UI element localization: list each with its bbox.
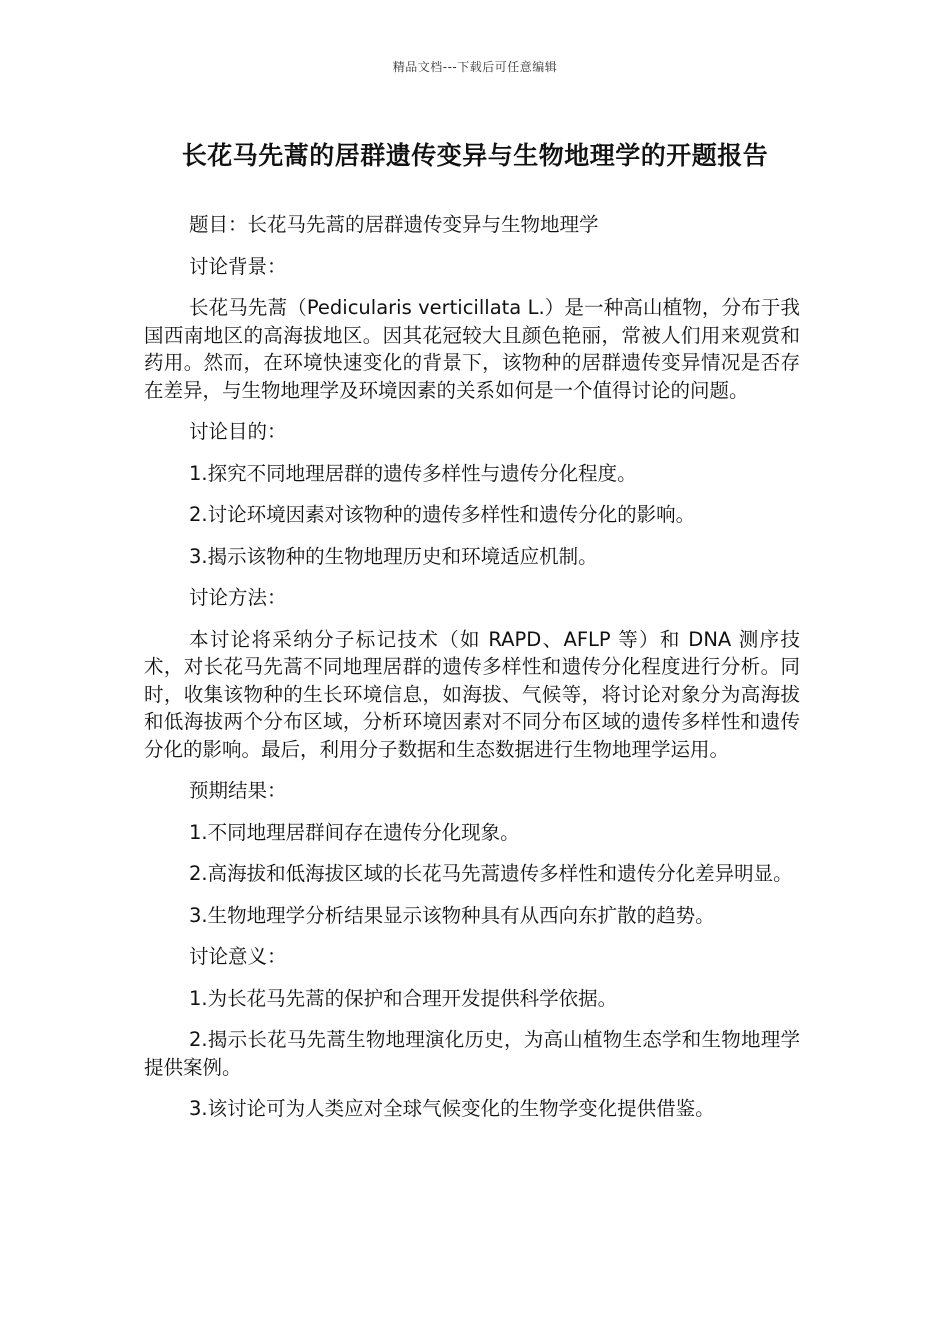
- purpose-item-2: 2.讨论环境因素对该物种的遗传多样性和遗传分化的影响。: [189, 503, 696, 526]
- section-heading-significance: 讨论意义：: [189, 945, 287, 968]
- section-heading-background: 讨论背景：: [189, 254, 287, 278]
- section-heading-method: 讨论方法：: [189, 586, 287, 609]
- result-item-1: 1.不同地理居群间存在遗传分化现象。: [189, 820, 520, 844]
- significance-item-2: 2.揭示长花马先蒿生物地理演化历史，为高山植物生态学和生物地理学提供案例。: [144, 1028, 800, 1079]
- background-paragraph: 长花马先蒿（Pedicularis verticillata L.）是一种高山植物，分布于我国西南地区的高海拔地区。因其花冠较大且颜色艳丽，常被人们用来观赏和药用。然而，在环境快速变化的背景下，该物种的居群遗传变异情况是否存在差异，与生物地理学及环境因素的关系如何是一个值得讨论的问题。: [144, 296, 800, 402]
- significance-item-3: 3.该讨论可为人类应对全球气候变化的生物学变化提供借鉴。: [189, 1097, 715, 1120]
- result-item-3: 3.生物地理学分析结果显示该物种具有从西向东扩散的趋势。: [189, 903, 715, 927]
- document-body: [144, 211, 800, 1137]
- section-heading-results: 预期结果：: [189, 779, 287, 802]
- method-paragraph: 本讨论将采纳分子标记技术（如 RAPD、AFLP 等）和 DNA 测序技术，对长花马先蒿不同地理居群的遗传多样性和遗传分化程度进行分析。同时，收集该物种的生长环境信息，如海拔、气候等，将讨论对象分为高海拔和低海拔两个分布区域，分析环境因素对不同分布区域的遗传多样性和遗传分化的影响。最后，利用分子数据和生态数据进行生物地理学运用。: [144, 627, 800, 761]
- purpose-item-3: 3.揭示该物种的生物地理历史和环境适应机制。: [189, 544, 598, 568]
- purpose-item-1: 1.探究不同地理居群的遗传多样性与遗传分化程度。: [189, 461, 637, 485]
- significance-item-1: 1.为长花马先蒿的保护和合理开发提供科学依据。: [189, 986, 618, 1010]
- result-item-2: 2.高海拔和低海拔区域的长花马先蒿遗传多样性和遗传分化差异明显。: [189, 862, 793, 885]
- section-heading-purpose: 讨论目的：: [189, 420, 287, 443]
- document-title: 长花马先蒿的居群遗传变异与生物地理学的开题报告: [181, 141, 769, 170]
- header-note: 精品文档---下载后可任意编辑: [392, 60, 558, 74]
- topic-paragraph: 题目：长花马先蒿的居群遗传变异与生物地理学: [189, 213, 599, 236]
